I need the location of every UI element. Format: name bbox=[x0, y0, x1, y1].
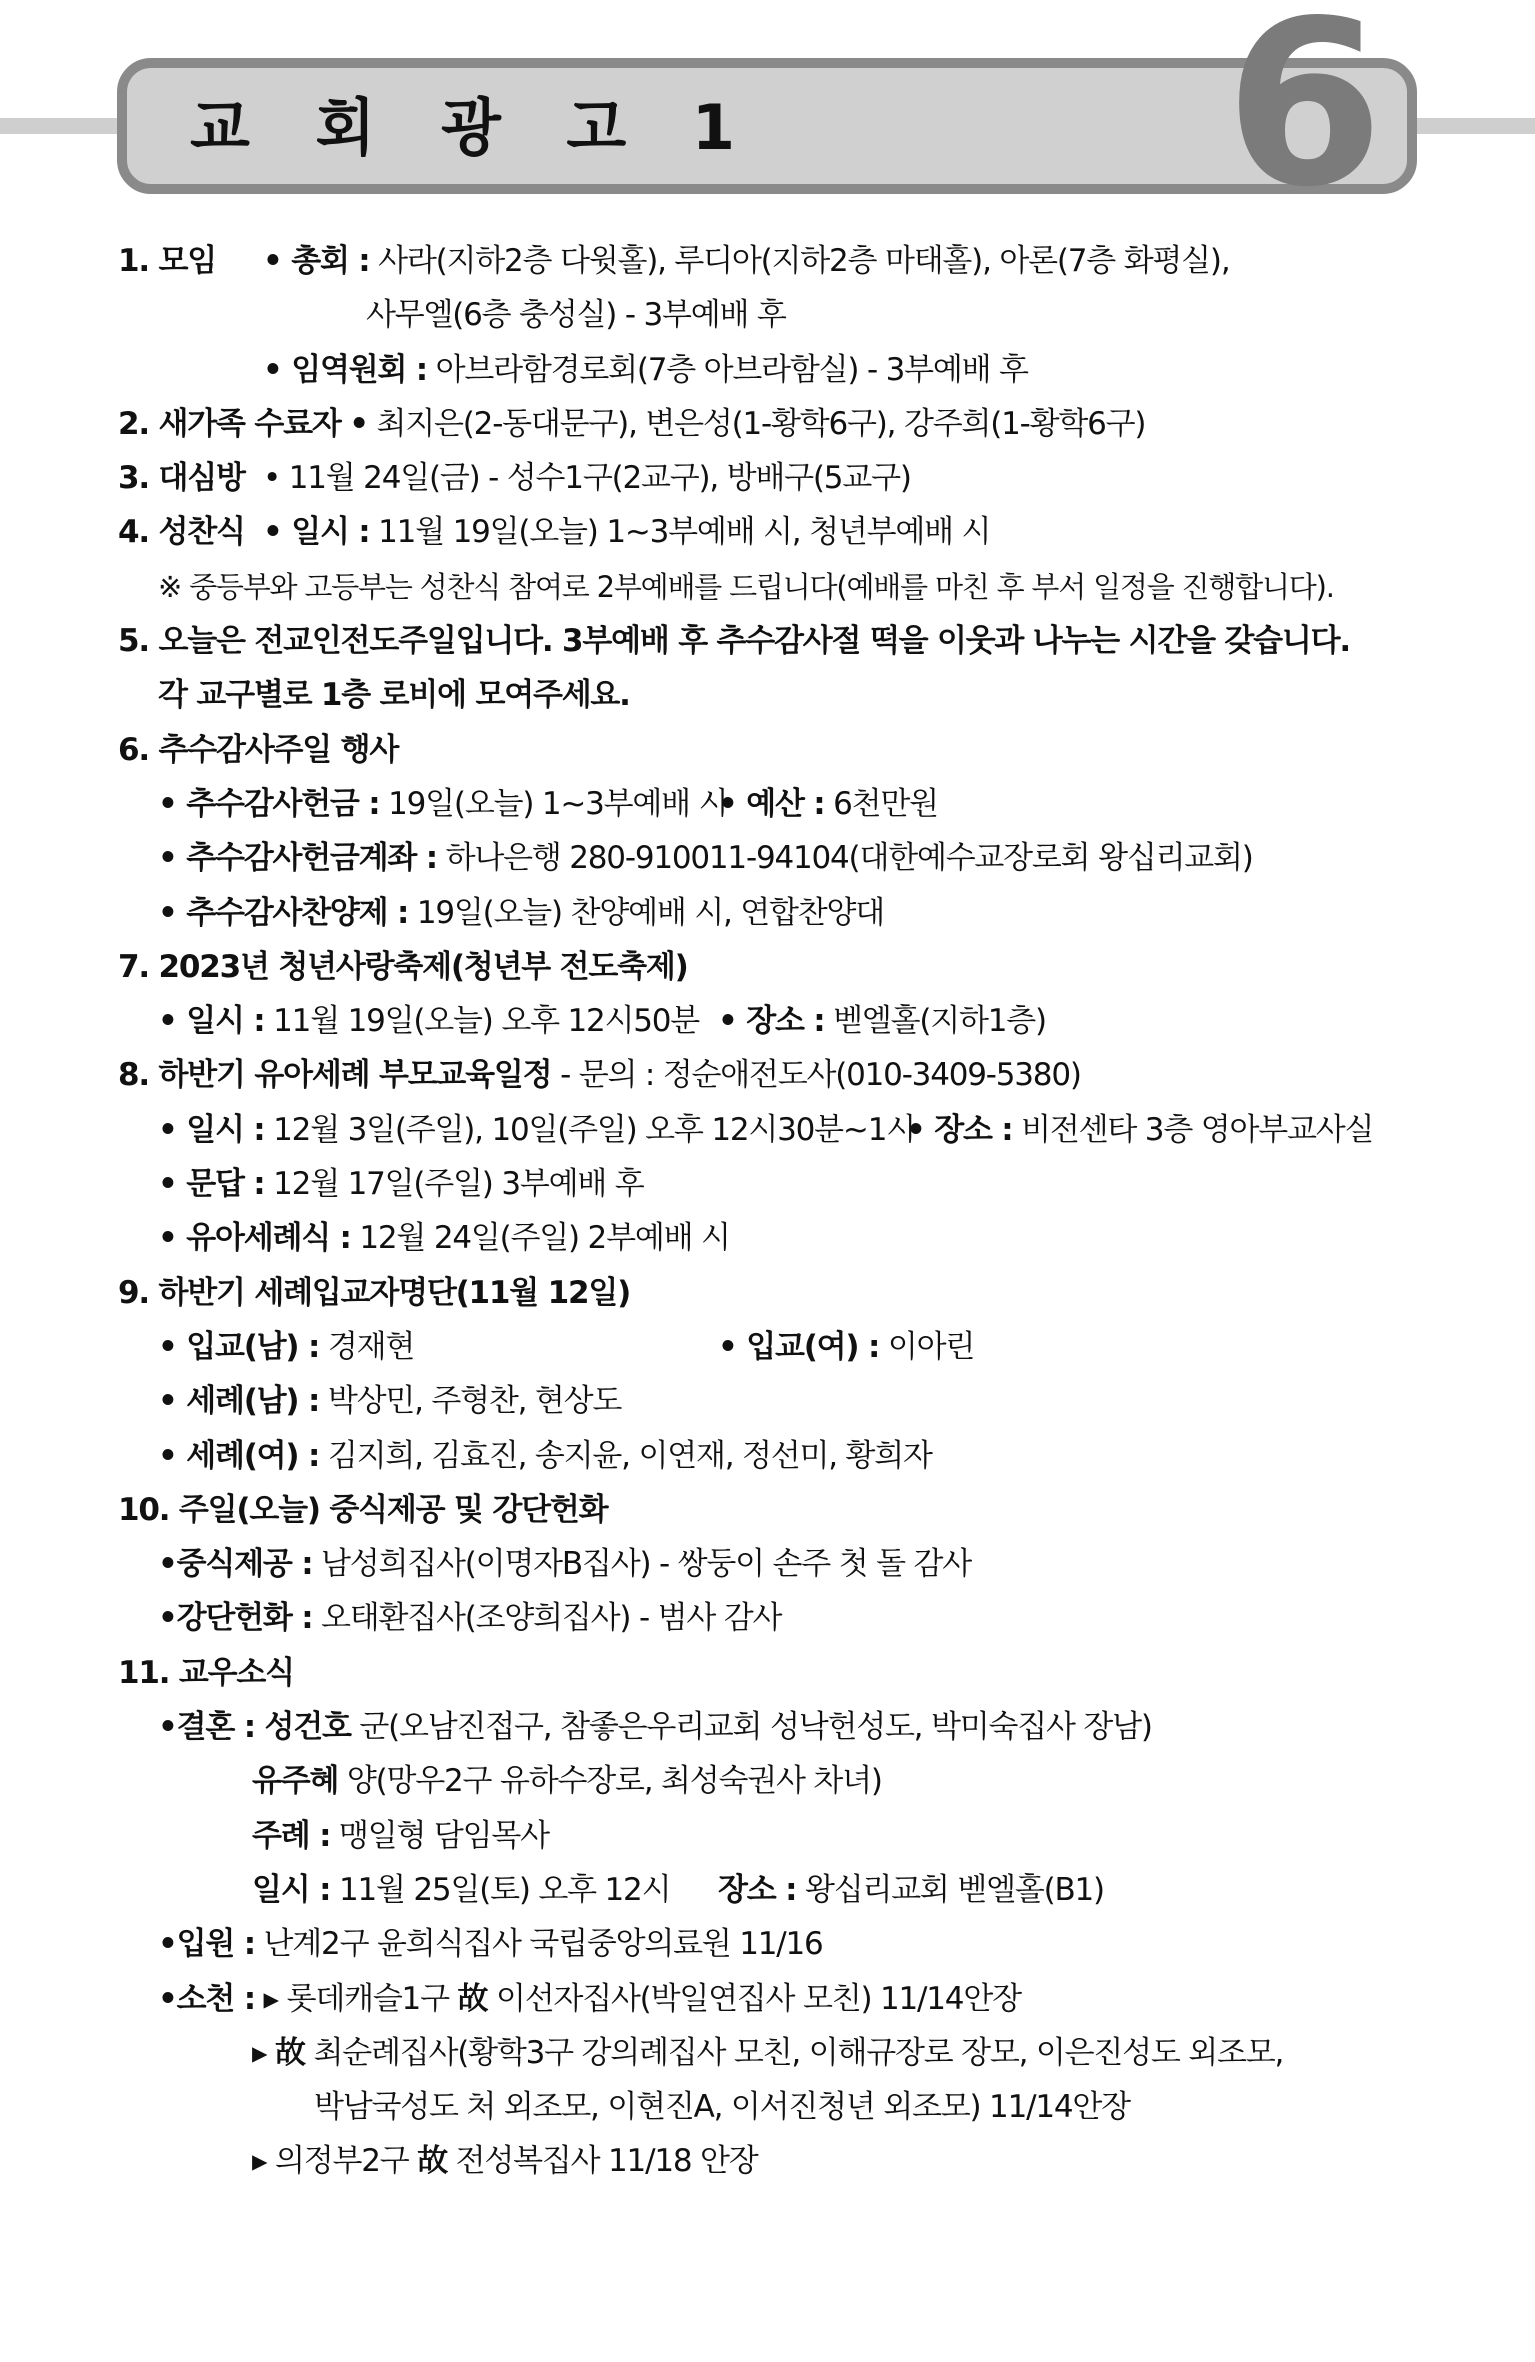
announcement-list bbox=[118, 234, 1408, 2189]
item-6-line-d: • 추수감사찬양제 : 19일(오늘) 찬양예배 시, 연합찬양대 bbox=[158, 894, 885, 931]
item-11-death-1: •소천 : ▸ 롯데캐슬1구 故 이선자집사(박일연집사 모친) 11/14안장 bbox=[158, 1980, 1021, 2017]
item-9-line-a: • 입교(남) : 경재현 • 입교(여) : 이아린 bbox=[158, 1328, 975, 1365]
item-8-line-c: • 문답 : 12월 17일(주일) 3부예배 후 bbox=[158, 1166, 644, 1203]
item-5-line-1: 5. 오늘은 전교인전도주일입니다. 3부예배 후 추수감사절 떡을 이웃과 나누는 시간을 갖습니다. bbox=[118, 623, 1350, 660]
item-10-line-b: •강단헌화 : 오태환집사(조양희집사) - 범사 감사 bbox=[158, 1600, 782, 1637]
item-11-wedding-1: •결혼 : 성건호 군(오남진접구, 참좋은우리교회 성낙헌성도, 박미숙집사 장남) bbox=[158, 1709, 1152, 1746]
item-10-line-a: •중식제공 : 남성희집사(이명자B집사) - 쌍둥이 손주 첫 돌 감사 bbox=[158, 1546, 971, 1583]
item-7-heading: 7. 2023년 청년사랑축제(청년부 전도축제) bbox=[118, 948, 688, 985]
item-6-line-c: • 추수감사헌금계좌 : 하나은행 280-910011-94104(대한예수교장로회 왕십리교회) bbox=[158, 840, 1253, 877]
item-1-line-2: 사무엘(6층 충성실) - 3부예배 후 bbox=[366, 297, 786, 334]
item-9-line-c: • 세례(남) : 박상민, 주형찬, 현상도 bbox=[158, 1383, 622, 1420]
item-5-line-2: 각 교구별로 1층 로비에 모여주세요. bbox=[158, 677, 630, 714]
item-8-line-d: • 유아세례식 : 12월 24일(주일) 2부예배 시 bbox=[158, 1220, 730, 1257]
item-6-heading: 6. 추수감사주일 행사 bbox=[118, 731, 399, 768]
item-6-line-a: • 추수감사헌금 : 19일(오늘) 1~3부예배 시 • 예산 : 6천만원 bbox=[158, 785, 938, 822]
item-4-note: ※ 중등부와 고등부는 성찬식 참여로 2부예배를 드립니다(예배를 마친 후 부서 일정을 진행합니다). bbox=[158, 569, 1334, 604]
item-11-wedding-2: 유주혜 양(망우2구 유하수장로, 최성숙권사 차녀) bbox=[252, 1763, 882, 1800]
item-1-heading: 1. 모임 bbox=[118, 243, 217, 279]
item-2: 2. 새가족 수료자 • 최지은(2-동대문구), 변은성(1-황학6구), 강주희(1-황학6구) bbox=[118, 405, 1146, 442]
item-8-heading: 8. 하반기 유아세례 부모교육일정 - 문의 : 정순애전도사(010-3409-5380) bbox=[118, 1057, 1081, 1094]
item-11-death-2: ▸ 故 최순례집사(황학3구 강의례집사 모친, 이해규장로 장모, 이은진성도 외조모, bbox=[252, 2034, 1284, 2071]
item-11-heading: 11. 교우소식 bbox=[118, 1654, 294, 1691]
item-1-line-1: 1. 모임 • 총회 : 사라(지하2층 다윗홀), 루디아(지하2층 마태홀), 아론(7층 화평실), bbox=[118, 234, 1408, 288]
page-title: 교 회 광 고 1 bbox=[190, 91, 758, 164]
item-8-line-a: • 일시 : 12월 3일(주일), 10일(주일) 오후 12시30분~1시 • 장소 : 비전센타 3층 영아부교사실 bbox=[158, 1111, 1374, 1148]
item-11-death-3: 박남국성도 처 외조모, 이현진A, 이서진청년 외조모) 11/14안장 bbox=[314, 2089, 1130, 2126]
item-11-wedding-4: 일시 : 11월 25일(토) 오후 12시 장소 : 왕십리교회 벧엘홀(B1) bbox=[252, 1871, 1104, 1908]
page-number: 6 bbox=[1225, 0, 1384, 237]
item-11-death-4: ▸ 의정부2구 故 전성복집사 11/18 안장 bbox=[252, 2143, 758, 2180]
item-9-line-d: • 세례(여) : 김지희, 김효진, 송지윤, 이연재, 정선미, 황희자 bbox=[158, 1437, 932, 1474]
item-11-hospital: •입원 : 난계2구 윤희식집사 국립중앙의료원 11/16 bbox=[158, 1926, 823, 1963]
item-3: 3. 대심방 • 11월 24일(금) - 성수1구(2교구), 방배구(5교구) bbox=[118, 460, 911, 497]
item-7-line-a: • 일시 : 11월 19일(오늘) 오후 12시50분 • 장소 : 벧엘홀(지하1층) bbox=[158, 1003, 1046, 1040]
item-10-heading: 10. 주일(오늘) 중식제공 및 강단헌화 bbox=[118, 1491, 608, 1528]
item-4: 4. 성찬식 • 일시 : 11월 19일(오늘) 1~3부예배 시, 청년부예배 시 bbox=[118, 514, 991, 551]
item-9-heading: 9. 하반기 세례입교자명단(11월 12일) bbox=[118, 1274, 631, 1311]
item-1-line-3: • 임역원회 : 아브라함경로회(7층 아브라함실) - 3부예배 후 bbox=[263, 351, 1028, 388]
item-11-wedding-3: 주례 : 맹일형 담임목사 bbox=[252, 1817, 549, 1854]
